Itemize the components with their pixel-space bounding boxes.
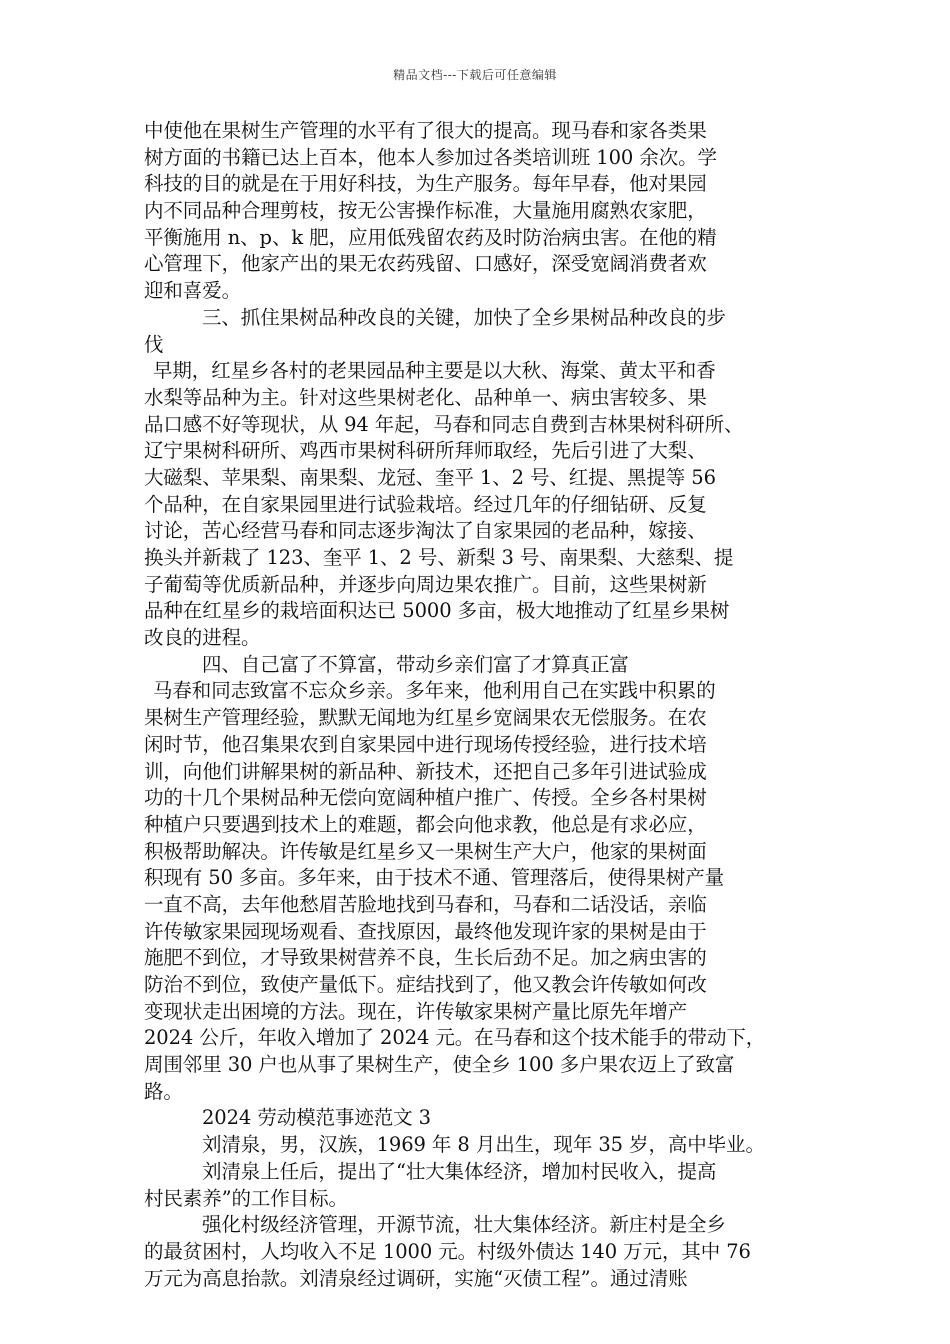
text-line: 伐 [144,332,164,356]
text-line: 科技的目的就是在于用好科技，为生产服务。每年早春，他对果园 [144,172,707,196]
text-line: 树方面的书籍已达上百本，他本人参加过各类培训班 100 余次。学 [144,145,717,169]
text-line: 果树生产管理经验，默默无闻地为红星乡宽阔果农无偿服务。在农 [144,706,707,730]
text-line: 品口感不好等现状，从 94 年起，马春和同志自费到吉林果树科研所、 [144,412,744,436]
text-line: 施肥不到位，才导致果树营养不良，生长后劲不足。加之病虫害的 [144,946,707,970]
text-line: 水梨等品种为主。针对这些果树老化、品种单一、病虫害较多、果 [144,385,707,409]
text-line: 心管理下，他家产出的果无农药残留、口感好，深受宽阔消费者欢 [144,252,707,276]
text-line: 品种在红星乡的栽培面积达已 5000 多亩，极大地推动了红星乡果树 [144,599,730,623]
text-line: 讨论，苦心经营马春和同志逐步淘汰了自家果园的老品种，嫁接、 [144,519,707,543]
text-line: 2024 公斤，年收入增加了 2024 元。在马春和这个技术能手的带动下， [144,1026,766,1050]
text-line: 三、抓住果树品种改良的关键，加快了全乡果树品种改良的步 [202,305,726,329]
text-line: 的最贫困村，人均收入不足 1000 元。村级外债达 140 万元，其中 76 [144,1239,751,1263]
text-line: 子葡萄等优质新品种，并逐步向周边果农推广。目前，这些果树新 [144,572,707,596]
text-line: 大磁梨、苹果梨、南果梨、龙冠、奎平 1、2 号、红提、黑提等 56 [144,465,716,489]
text-line: 中使他在果树生产管理的水平有了很大的提高。现马春和家各类果 [144,119,707,142]
text-line: 积极帮助解决。许传敏是红星乡又一果树生产大户，他家的果树面 [144,839,707,863]
text-line: 四、自己富了不算富，带动乡亲们富了才算真正富 [202,652,629,676]
text-line: 周围邻里 30 户也从事了果树生产，使全乡 100 多户果农迈上了致富 [144,1053,735,1077]
text-line: 功的十几个果树品种无偿向宽阔种植户推广、传授。全乡各村果树 [144,786,707,810]
text-line: 许传敏家果园现场观看、查找原因，最终他发现许家的果树是由于 [144,919,707,943]
text-line: 马春和同志致富不忘众乡亲。多年来，他利用自己在实践中积累的 [153,679,716,703]
text-line: 辽宁果树科研所、鸡西市果树科研所拜师取经，先后引进了大梨、 [144,439,707,463]
text-line: 积现有 50 多亩。多年来，由于技术不通、管理落后，使得果树产量 [144,866,725,890]
text-line: 换头并新栽了 123、奎平 1、2 号、新梨 3 号、南果梨、大慈梨、提 [144,546,734,569]
text-line: 2024 劳动模范事迹范文 3 [202,1106,431,1130]
text-line: 早期，红星乡各村的老果园品种主要是以大秋、海棠、黄太平和香 [153,359,716,383]
text-line: 村民素养”的工作目标。 [144,1186,348,1210]
text-line: 平衡施用 n、p、k 肥，应用低残留农药及时防治病虫害。在他的精 [144,225,717,249]
text-line: 改良的进程。 [144,626,261,650]
page-header: 精品文档---下载后可任意编辑 [393,68,557,82]
text-line: 强化村级经济管理，开源节流，壮大集体经济。新庄村是全乡 [202,1213,726,1237]
text-line: 内不同品种合理剪枝，按无公害操作标准，大量施用腐熟农家肥， [144,199,707,223]
text-line: 刘清泉上任后，提出了“壮大集体经济，增加村民收入，提高 [202,1159,717,1183]
text-line: 刘清泉，男，汉族，1969 年 8 月出生，现年 35 岁，高中毕业。 [202,1133,765,1157]
text-line: 防治不到位，致使产量低下。症结找到了，他又教会许传敏如何改 [144,973,707,996]
text-line: 路。 [144,1079,183,1103]
text-line: 个品种，在自家果园里进行试验栽培。经过几年的仔细钻研、反复 [144,492,707,516]
text-line: 一直不高，去年他愁眉苦脸地找到马春和，马春和二话没话，亲临 [144,892,707,916]
text-line: 闲时节，他召集果农到自家果园中进行现场传授经验，进行技术培 [144,732,707,756]
text-line: 训，向他们讲解果树的新品种、新技术，还把自己多年引进试验成 [144,759,707,783]
text-line: 万元为高息抬款。刘清泉经过调研，实施“灭债工程”。通过清账 [144,1266,688,1290]
text-line: 种植户只要遇到技术上的难题，都会向他求教，他总是有求必应， [144,812,707,836]
text-line: 迎和喜爱。 [144,279,242,303]
text-line: 变现状走出困境的方法。现在，许传敏家果树产量比原先年增产 [144,999,688,1023]
document-body [144,118,810,1292]
